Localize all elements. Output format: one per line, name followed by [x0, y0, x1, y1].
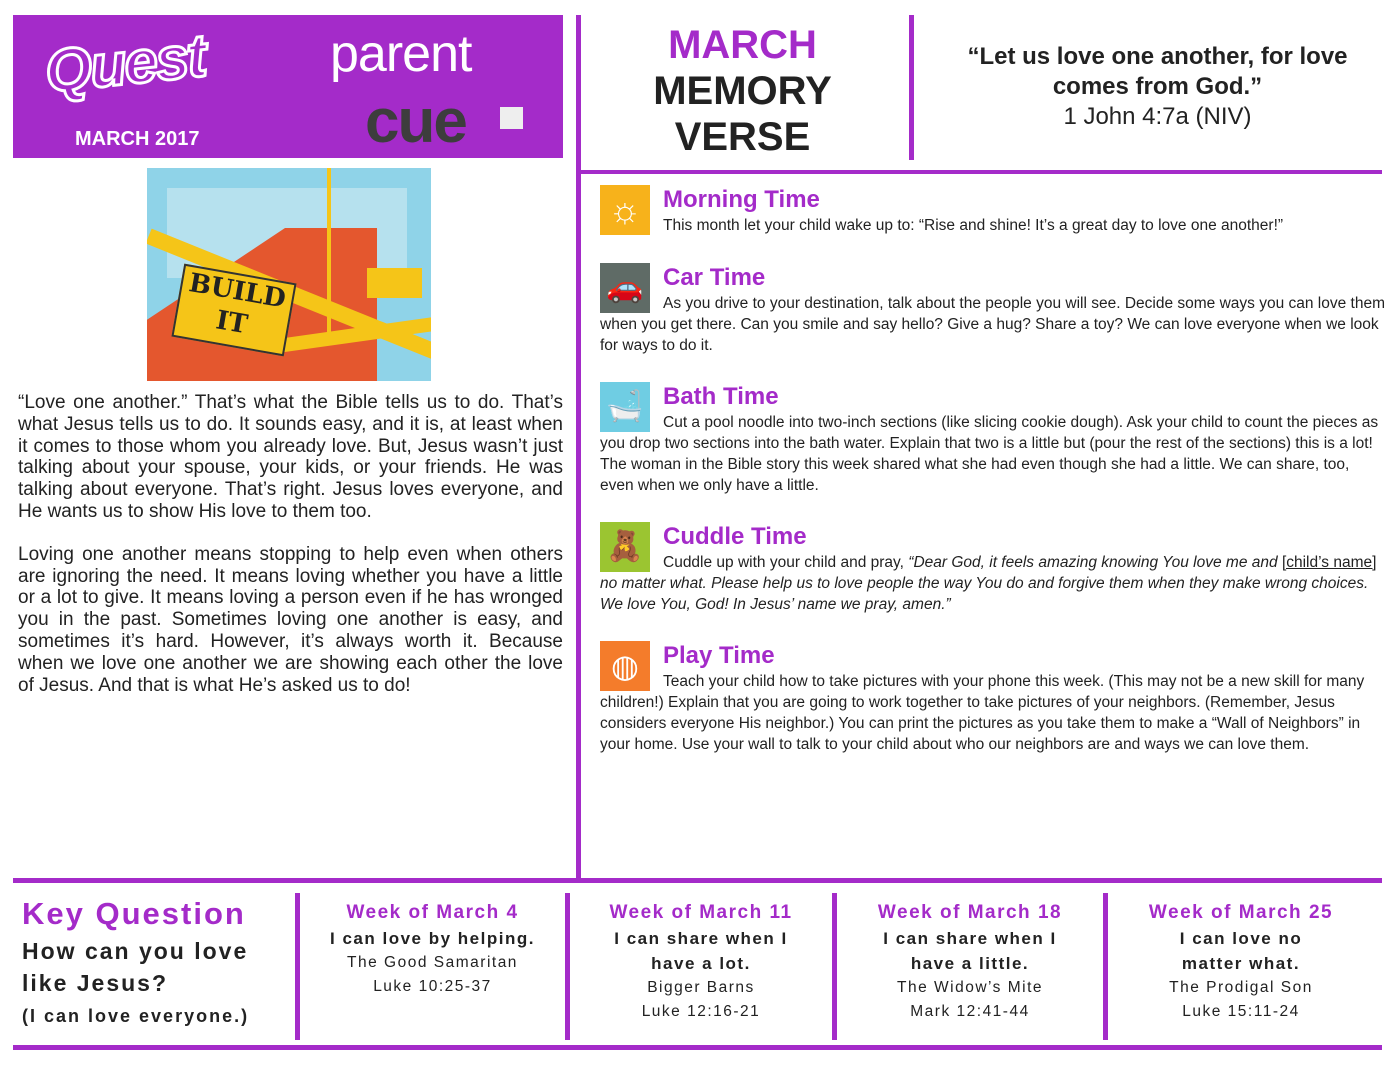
week-story: The Widow’s Mite — [896, 979, 1044, 996]
section-text: As you drive to your destination, talk about the people you will see. Decide some ways you can love them when you get there. Can you smile and say hello? Give a hug? Share a toy? We can love everyone when we look for ways to do it. — [600, 295, 1386, 354]
key-question-title: Key Question — [22, 896, 246, 931]
week-reference: Mark 12:41-44 — [910, 1003, 1030, 1020]
mv-verse: VERSE — [674, 115, 811, 159]
week-reference: Luke 10:25-37 — [373, 978, 492, 995]
week-title: Week of March 25 — [1148, 902, 1334, 923]
car-icon: 🚗 — [600, 263, 650, 313]
week-story: Bigger Barns — [647, 979, 755, 996]
week-reference: Luke 12:16-21 — [641, 1003, 761, 1020]
prayer-b: no matter what. Please help us to love people the way You do and forgive them when they make wrong choices. We love You, God! In Jesus’ name we pray, amen.” — [600, 575, 1369, 613]
section-title: Cuddle Time — [663, 523, 807, 550]
key-question-answer: (I can love everyone.) — [22, 1006, 250, 1026]
child-name-placeholder: [child’s name] — [1281, 554, 1377, 571]
key-question — [22, 893, 249, 1033]
build-it-illustration — [147, 168, 431, 381]
week-title: Week of March 4 — [346, 902, 519, 923]
mv-memory: MEMORY — [653, 69, 832, 113]
week-story: The Good Samaritan — [347, 954, 518, 971]
logo-mark — [500, 107, 523, 129]
week-title: Week of March 11 — [609, 902, 793, 923]
build-it-sign: BUILD IT — [171, 264, 296, 357]
horizontal-divider — [580, 170, 1382, 174]
bottom-top-rule — [13, 878, 1382, 883]
ball-icon: ◍ — [600, 641, 650, 691]
week-column — [1108, 900, 1374, 1024]
week-column — [837, 900, 1103, 1024]
week-statement-2: matter what. — [1181, 954, 1301, 973]
section-cuddle-time — [600, 522, 1385, 615]
week-statement: I can share when I — [883, 929, 1057, 948]
verse-divider — [909, 15, 914, 160]
section-title: Morning Time — [663, 186, 820, 213]
quote-line-2: comes from God.” — [1052, 73, 1263, 100]
parent-cue-logo-top: parent — [330, 25, 472, 83]
sun-icon: ☼ — [600, 185, 650, 235]
section-text — [600, 552, 1385, 615]
week-story: The Prodigal Son — [1169, 979, 1313, 996]
section-text: Teach your child how to take pictures with your phone this week. (This may not be a new skill for many children!) Explain that you are going to work together to take pictures of your neighbors. (Remember, Jesus considers everyone His neighbor.) You can print the pictures as you take them to make a “Wall of Neighbors” in your home. Use your wall to talk to your child about who our neighbors are and ways we can love them. — [600, 673, 1365, 753]
bottom-bottom-rule — [13, 1045, 1382, 1050]
bathtub-icon: 🛁 — [600, 382, 650, 432]
week-reference: Luke 15:11-24 — [1182, 1003, 1300, 1020]
section-text: This month let your child wake up to: “Rise and shine! It’s a great day to love one another!” — [663, 217, 1284, 234]
week-statement: I can share when I — [614, 929, 788, 948]
section-morning-time — [600, 185, 1385, 236]
section-bath-time — [600, 382, 1385, 496]
week-statement-2: have a little. — [910, 954, 1030, 973]
week-title: Week of March 18 — [877, 902, 1063, 923]
intro-text — [18, 392, 563, 717]
teddy-bear-icon: 🧸 — [600, 522, 650, 572]
memory-verse-quote — [920, 42, 1395, 132]
section-title: Bath Time — [663, 383, 779, 410]
key-question-line-2: like Jesus? — [22, 970, 169, 996]
text-start: Cuddle up with your child and pray, — [663, 554, 909, 571]
section-text: Cut a pool noodle into two-inch sections (like slicing cookie dough). Ask your child to count the pieces as you drop two sections into the bath water. Explain that two is a little but (pour the rest of the sections) this is a lot! The woman in the Bible story this week shared what she had even though she had a little. We can share, too, even when we only have a little. — [600, 414, 1379, 494]
week-column — [300, 900, 565, 999]
intro-paragraph-1: “Love one another.” That’s what the Bible tells us to do. That’s what Jesus tells us to do. It sounds easy, and it is, at least when it comes to those whom you already love. But, Jesus wasn’t just talking about your spouse, your kids, or your friends. He was talking about everyone. That’s right. Jesus loves everyone, and He wants us to show His love to them too. — [18, 392, 563, 522]
issue-month: MARCH 2017 — [75, 128, 200, 150]
vertical-divider — [576, 15, 581, 878]
prayer-a: “Dear God, it feels amazing knowing You love me and — [908, 554, 1282, 571]
memory-verse-heading — [585, 22, 900, 160]
section-play-time — [600, 641, 1385, 755]
week-column — [570, 900, 832, 1024]
mv-month: MARCH — [668, 23, 817, 67]
key-question-line-1: How can you love — [22, 938, 249, 964]
week-statement-2: have a lot. — [651, 954, 751, 973]
parent-cue-logo-bottom: cue — [365, 87, 466, 156]
section-title: Play Time — [663, 642, 775, 669]
section-car-time — [600, 263, 1385, 356]
section-title: Car Time — [663, 264, 766, 291]
intro-paragraph-2: Loving one another means stopping to help even when others are ignoring the need. It means loving whether you have a little or a lot to give. It means loving a person even if he has wronged you in the past. Sometimes loving one another is easy, and sometimes it’s hard. However, it’s always worth it. Because when we love one another we are showing each other the love of Jesus. And that is what He’s asked us to do! — [18, 543, 563, 696]
week-statement: I can love by helping. — [330, 929, 535, 948]
quote-reference: 1 John 4:7a (NIV) — [1063, 103, 1252, 130]
quest-logo: Quest — [41, 21, 209, 106]
week-statement: I can love no — [1179, 929, 1303, 948]
quote-line-1: “Let us love one another, for love — [967, 43, 1348, 70]
